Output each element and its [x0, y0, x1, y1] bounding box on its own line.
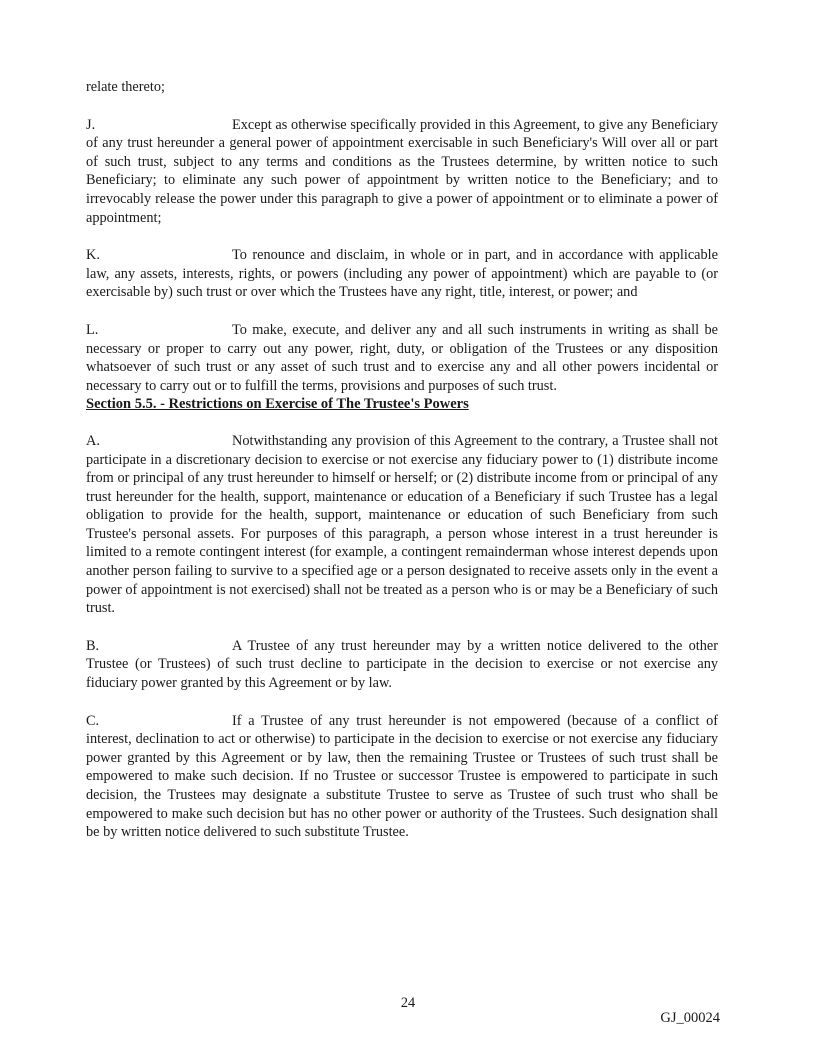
intro-fragment: relate thereto; — [86, 79, 165, 95]
paragraph-l — [86, 321, 718, 395]
paragraph-label: B. — [86, 637, 100, 654]
paragraph-text: Except as otherwise specifically provided in this Agreement, to give any Beneficiary of any trust hereunder a general power of appointment exercisable in such Beneficiary's Will over all or part of such trust, subject to any terms and conditions as the Trustees determine, by written notice to such Beneficiary; to eliminate any such power of appointment by written notice to the Beneficiary; and to irrevocably release the power under this paragraph to give a power of appointment or to eliminate a power of appointment; — [86, 116, 718, 226]
paragraph-b — [86, 637, 718, 693]
section-heading: Section 5.5. - Restrictions on Exercise of The Trustee's Powers — [86, 396, 469, 413]
paragraph-text: To make, execute, and deliver any and all such instruments in writing as shall be necessary or proper to carry out any power, right, duty, or obligation of the Trustees or any disposition whatsoever of such trust or any asset of such trust and to exercise any and all other powers incidental or necessary to carry out or to fulfill the terms, provisions and purposes of such trust. — [86, 321, 718, 394]
paragraph-label: L. — [86, 321, 99, 338]
paragraph-a — [86, 432, 718, 618]
paragraph-k — [86, 246, 718, 302]
paragraph-label: A. — [86, 432, 100, 449]
paragraph-text: A Trustee of any trust hereunder may by a written notice delivered to the other Trustee (or Trustees) of such trust decline to participate in the decision to exercise or not exercise any fiduciary power granted by this Agreement or by law. — [86, 637, 718, 692]
paragraph-text: If a Trustee of any trust hereunder is not empowered (because of a conflict of interest, declination to act or otherwise) to participate in the decision to exercise or not exercise any fiduciary power granted by this Agreement or by law, then the remaining Trustee or Trustees of such trust shall be empowered to make such decision. If no Trustee or successor Trustee is empowered to participate in such decision, the Trustees may designate a substitute Trustee to serve as Trustee of such trust who shall be empowered to make such decision but has no other power or authority of the Trustees. Such designation shall be by written notice delivered to such substitute Trustee. — [86, 712, 718, 841]
page-number: 24 — [400, 995, 416, 1011]
bates-number: GJ_00024 — [660, 1010, 720, 1026]
paragraph-label: J. — [86, 116, 96, 133]
paragraph-label: K. — [86, 247, 100, 264]
paragraph-j — [86, 116, 718, 228]
document-body — [86, 78, 718, 842]
paragraph-label: C. — [86, 712, 100, 729]
paragraph-text: Notwithstanding any provision of this Agreement to the contrary, a Trustee shall not participate in a discretionary decision to exercise or not exercise any fiduciary power to (1) distribute income from or principal of any trust hereunder to himself or herself; or (2) distribute income from or principal of any trust hereunder for the health, support, maintenance or education of a Beneficiary if such Trustee has a legal obligation to provide for the health, support, maintenance or education of such Beneficiary from such Trustee's personal assets. For purposes of this paragraph, a person whose interest in a trust hereunder is limited to a remote contingent interest (for example, a contingent remainderman whose interest depends upon another person failing to survive to a specified age or a person designated to receive assets only in the event a power of appointment is not exercised) shall not be treated as a person who is or may be a Beneficiary of such trust. — [86, 432, 718, 617]
paragraph-c — [86, 712, 718, 842]
paragraph-text: To renounce and disclaim, in whole or in part, and in accordance with applicable law, any assets, interests, rights, or powers (including any power of appointment) which are payable to (or exercisable by) such trust or over which the Trustees have any right, title, interest, or power; and — [86, 247, 718, 301]
